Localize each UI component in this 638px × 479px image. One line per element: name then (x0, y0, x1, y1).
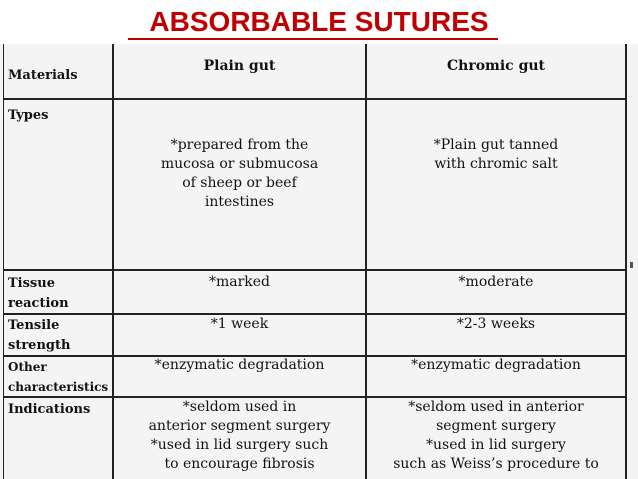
row-line-types (3, 269, 627, 271)
row-label-other-characteristics: Other characteristics (8, 360, 109, 394)
tissue-reaction-plain-gut: *marked (208, 274, 271, 290)
types-chromic-gut: *Plain gut tanned with chromic salt (433, 137, 559, 172)
header-materials: Materials (8, 68, 78, 83)
table-border-right (625, 44, 627, 479)
other-characteristics-chromic-gut: *enzymatic degradation (411, 357, 581, 373)
slide-title: ABSORBABLE SUTURES (149, 6, 489, 37)
tissue-reaction-chromic-gut: *moderate (458, 274, 534, 290)
header-plain-gut: Plain gut (203, 58, 276, 74)
title-underline (128, 38, 498, 40)
tensile-strength-chromic-gut: *2-3 weeks (456, 316, 536, 332)
tensile-strength-plain-gut: *1 week (210, 316, 269, 332)
scan-edge-mark (630, 262, 633, 268)
row-label-tissue-reaction: Tissue reaction (8, 276, 69, 311)
row-label-tensile-strength: Tensile strength (8, 318, 71, 353)
header-chromic-gut: Chromic gut (447, 58, 545, 74)
row-label-types: Types (8, 108, 49, 123)
row-line-header (3, 98, 627, 100)
indications-plain-gut: *seldom used in anterior segment surgery *used in lid surgery such to encourage fibrosis (148, 399, 331, 472)
indications-chromic-gut: *seldom used in anterior segment surgery *used in lid surgery such as Weiss’s procedure to (393, 399, 599, 472)
table-image (0, 44, 638, 479)
types-plain-gut: *prepared from the mucosa or submucosa of sheep or beef intestines (160, 137, 319, 210)
row-label-indications: Indications (8, 402, 91, 417)
other-characteristics-plain-gut: *enzymatic degradation (154, 357, 325, 373)
table-border-left (3, 44, 4, 479)
